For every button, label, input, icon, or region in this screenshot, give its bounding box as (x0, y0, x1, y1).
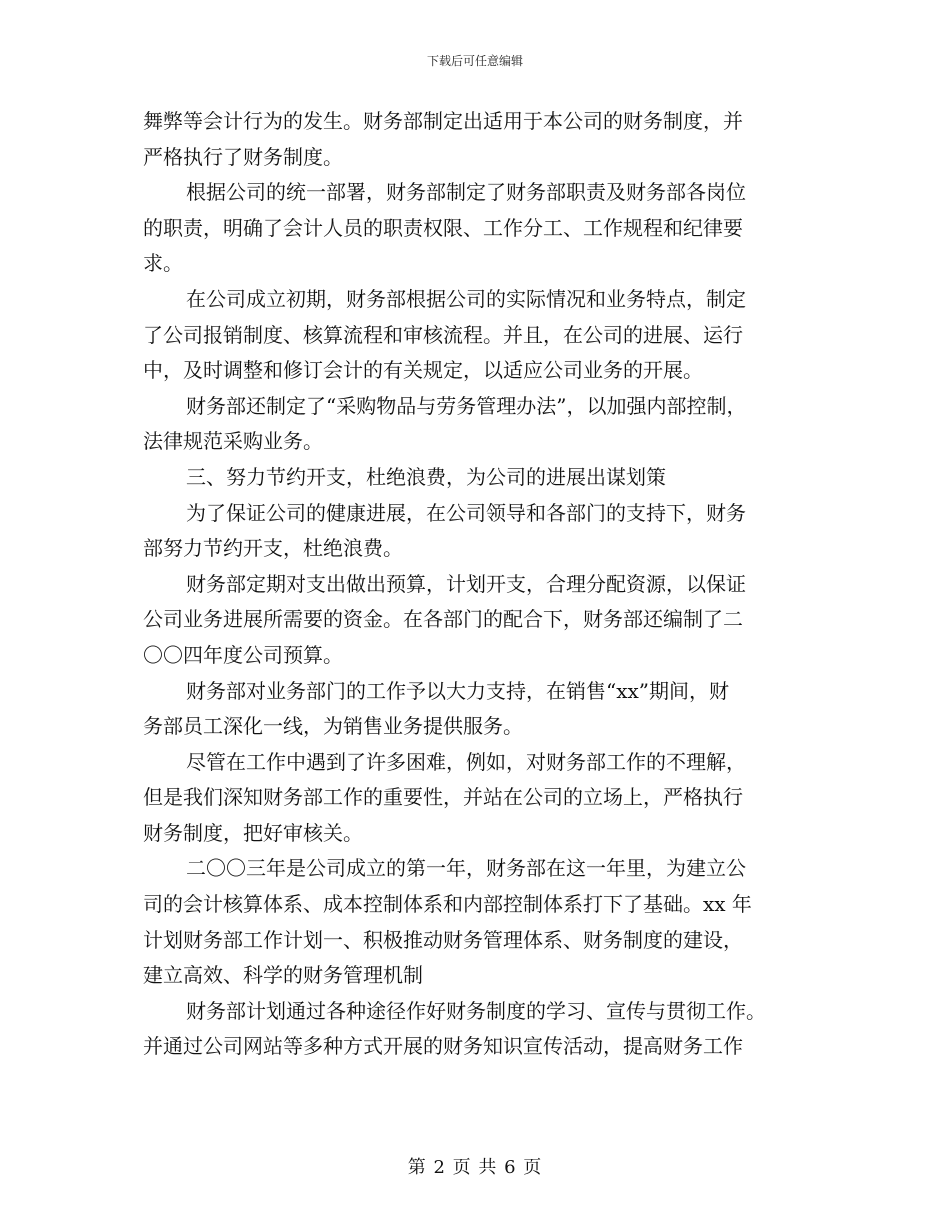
text-line: 在公司成立初期，财务部根据公司的实际情况和业务特点，制定 (186, 286, 746, 311)
text-line: 司的会计核算体系、成本控制体系和内部控制体系打下了基础。xx 年 (143, 892, 752, 917)
text-line: 〇〇四年度公司预算。 (143, 642, 343, 667)
text-line: 财务部对业务部门的工作予以大力支持，在销售“xx”期间，财 (186, 678, 730, 703)
text-line: 部努力节约开支，杜绝浪费。 (143, 536, 403, 561)
text-line: 严格执行了财务制度。 (143, 144, 343, 169)
text-line: 建立高效、科学的财务管理机制 (143, 963, 423, 988)
text-line: 二〇〇三年是公司成立的第一年，财务部在这一年里，为建立公 (186, 856, 746, 881)
text-line: 公司业务进展所需要的资金。在各部门的配合下，财务部还编制了二 (143, 607, 743, 632)
section-heading: 三、努力节约开支，杜绝浪费，为公司的进展出谋划策 (186, 464, 666, 489)
text-line: 为了保证公司的健康进展，在公司领导和各部门的支持下，财务 (186, 500, 746, 525)
text-line: 财务制度，把好审核关。 (143, 820, 363, 845)
text-line: 的职责，明确了会计人员的职责权限、工作分工、工作规程和纪律要 (143, 215, 743, 240)
text-line: 了公司报销制度、核算流程和审核流程。并且，在公司的进展、运行 (143, 322, 743, 347)
text-line: 求。 (143, 251, 183, 276)
text-line: 尽管在工作中遇到了许多困难，例如，对财务部工作的不理解， (186, 749, 746, 774)
page-header: 下载后可任意编辑 (426, 54, 523, 68)
text-line: 中，及时调整和修订会计的有关规定，以适应公司业务的开展。 (143, 358, 703, 383)
text-line: 财务部定期对支出做出预算，计划开支，合理分配资源，以保证 (186, 571, 746, 596)
text-line: 财务部计划通过各种途径作好财务制度的学习、宣传与贯彻工作。 (186, 998, 766, 1023)
text-line: 财务部还制定了“采购物品与劳务管理办法”，以加强内部控制， (186, 393, 747, 418)
text-line: 务部员工深化一线，为销售业务提供服务。 (143, 714, 523, 739)
text-line: 舞弊等会计行为的发生。财务部制定出适用于本公司的财务制度，并 (143, 109, 743, 133)
text-line: 并通过公司网站等多种方式开展的财务知识宣传活动，提高财务工作 (143, 1034, 743, 1059)
text-line: 根据公司的统一部署，财务部制定了财务部职责及财务部各岗位 (186, 180, 746, 205)
text-line: 但是我们深知财务部工作的重要性，并站在公司的立场上，严格执行 (143, 785, 743, 810)
document-body (143, 104, 808, 1065)
text-line: 法律规范采购业务。 (143, 429, 323, 454)
page-number-footer: 第 2 页 共 6 页 (407, 1157, 543, 1178)
text-line: 计划财务部工作计划一、积极推动财务管理体系、财务制度的建设， (143, 927, 743, 952)
